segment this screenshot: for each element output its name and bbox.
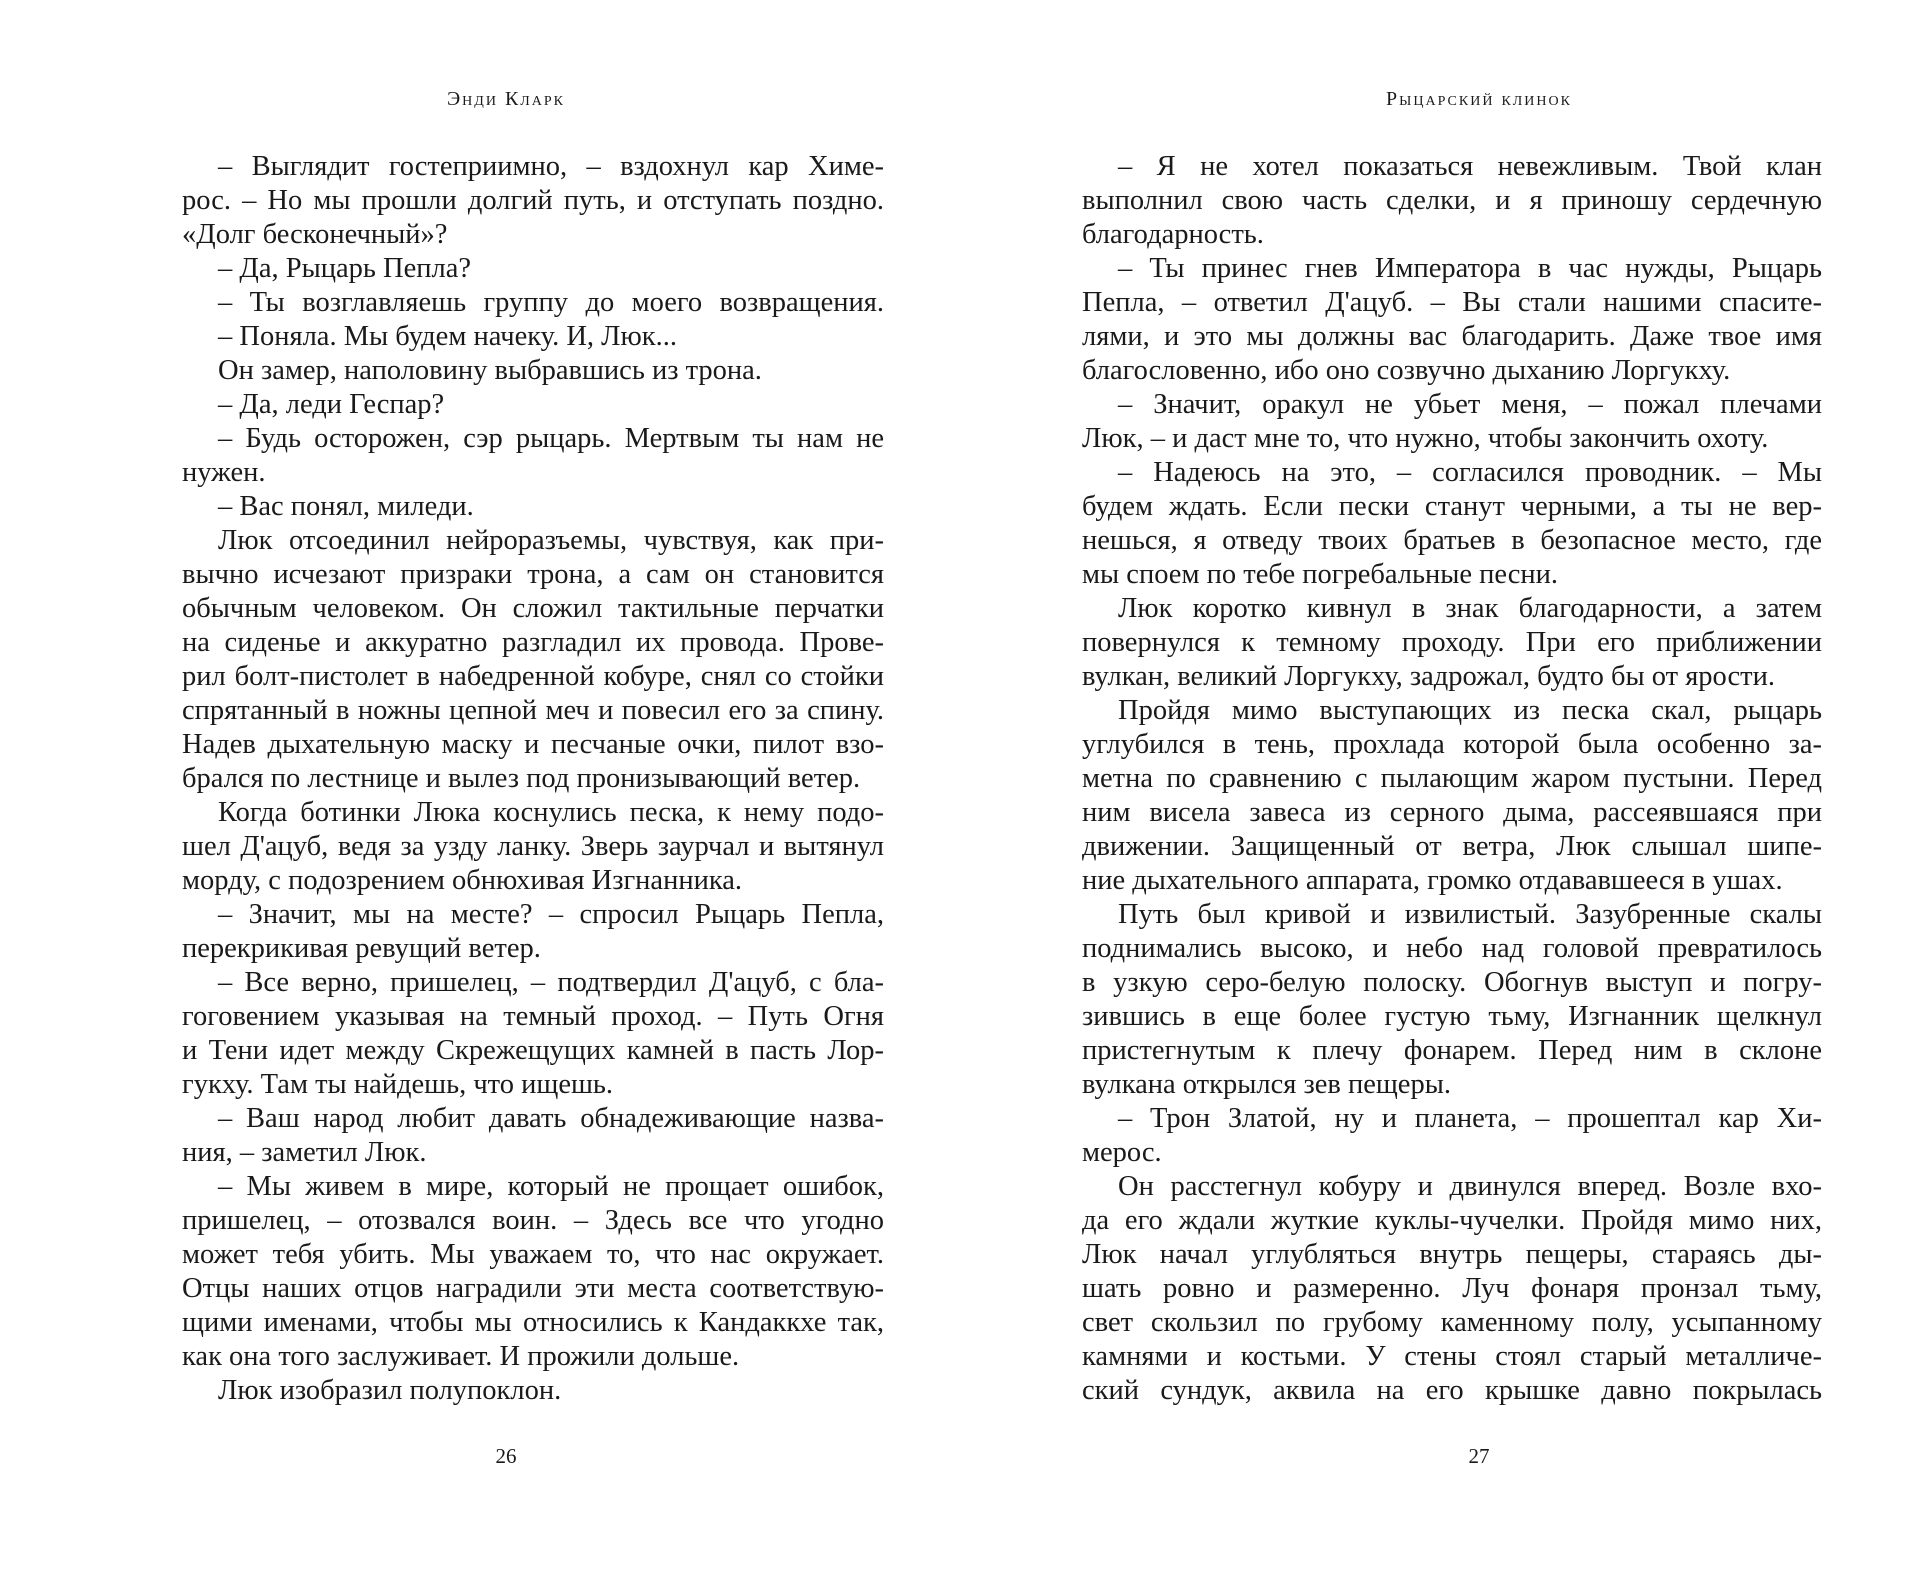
text-line: Когда ботинки Люка коснулись песка, к нему подо- — [218, 797, 884, 828]
text-line: брался по лестнице и вылез под пронизывающий ветер. — [182, 763, 861, 794]
text-line: ния, – заметил Люк. — [182, 1137, 427, 1168]
page-number-right: 27 — [1468, 1444, 1490, 1468]
text-line: нешься, я отведу твоих братьев в безопасное место, где — [1082, 525, 1822, 556]
text-line: мы споем по тебе погребальные песни. — [1082, 559, 1559, 590]
text-line: благословенно, ибо оно созвучно дыханию Лоргукху. — [1082, 355, 1731, 386]
text-line: – Мы живем в мире, который не прощает ошибок, — [218, 1171, 884, 1202]
text-line: – Значит, оракул не убьет меня, – пожал плечами — [1118, 389, 1822, 420]
text-line: Путь был кривой и извилистый. Зазубренные скалы — [1118, 899, 1822, 930]
text-line: пристегнутым к плечу фонарем. Перед ним в склоне — [1082, 1035, 1822, 1066]
text-line: повернулся к темному проходу. При его приближении — [1082, 627, 1822, 658]
text-line: – Да, леди Геспар? — [218, 389, 445, 420]
text-line: – Надеюсь на это, – согласился проводник. – Мы — [1118, 457, 1822, 488]
text-line: благодарность. — [1082, 219, 1264, 250]
running-head-author: Энди Кларк — [446, 88, 566, 110]
text-line: – Трон Златой, ну и планета, – прошептал кар Хи- — [1118, 1103, 1822, 1134]
text-line: шел Д'ацуб, ведя за узду ланку. Зверь заурчал и вытянул — [182, 831, 884, 862]
text-line: будем ждать. Если пески станут черными, а ты не вер- — [1082, 491, 1822, 522]
text-line: Пройдя мимо выступающих из песка скал, рыцарь — [1118, 695, 1822, 726]
text-line: – Я не хотел показаться невежливым. Твой клан — [1118, 151, 1822, 182]
text-line: щими именами, чтобы мы относились к Кандаккхе так, — [182, 1307, 884, 1338]
text-line: в узкую серо-белую полоску. Обогнув выступ и погру- — [1082, 967, 1822, 998]
text-line: Люк отсоединил нейроразъемы, чувствуя, как при- — [218, 525, 884, 556]
text-line: Он замер, наполовину выбравшись из трона. — [218, 355, 762, 386]
text-line: – Да, Рыцарь Пепла? — [218, 253, 471, 284]
text-line: – Вас понял, миледи. — [218, 491, 474, 522]
text-line: – Ты возглавляешь группу до моего возвращения. — [218, 287, 884, 318]
left-page-text — [182, 150, 884, 1408]
right-page-text — [1082, 150, 1822, 1408]
running-head-title: Рыцарский клинок — [1386, 88, 1572, 110]
text-line: шать ровно и размеренно. Луч фонаря пронзал тьму, — [1082, 1273, 1822, 1304]
text-line: – Ты принес гнев Императора в час нужды, Рыцарь — [1118, 253, 1822, 284]
text-line: пришелец, – отозвался воин. – Здесь все что угодно — [182, 1205, 884, 1236]
page-number-left: 26 — [495, 1444, 517, 1468]
text-line: гоговением указывая на темный проход. – Путь Огня — [182, 1001, 884, 1032]
text-line: ский сундук, аквила на его крышке давно покрылась — [1082, 1375, 1822, 1406]
text-line: «Долг бесконечный»? — [182, 219, 448, 250]
text-line: свет скользил по грубому каменному полу, усыпанному — [1082, 1307, 1822, 1338]
text-line: – Будь осторожен, сэр рыцарь. Мертвым ты нам не — [218, 423, 884, 454]
text-line: на сиденье и аккуратно разгладил их провода. Прове- — [182, 627, 884, 658]
text-line: нужен. — [182, 457, 266, 488]
text-line: вычно исчезают призраки трона, а сам он становится — [182, 559, 884, 590]
text-line: как она того заслуживает. И прожили дольше. — [182, 1341, 740, 1372]
text-line: гукху. Там ты найдешь, что ищешь. — [182, 1069, 614, 1100]
text-line: – Значит, мы на месте? – спросил Рыцарь Пепла, — [218, 899, 884, 930]
text-line: – Выглядит гостеприимно, – вздохнул кар Химе- — [218, 151, 884, 182]
text-line: углубился в тень, прохлада которой была особенно за- — [1082, 729, 1822, 760]
text-line: поднимались высоко, и небо над головой превратилось — [1082, 933, 1822, 964]
text-line: Он расстегнул кобуру и двинулся вперед. Возле вхо- — [1118, 1171, 1822, 1202]
text-line: Отцы наших отцов наградили эти места соответствую- — [182, 1273, 884, 1304]
text-line: и Тени идет между Скрежещущих камней в пасть Лор- — [182, 1035, 884, 1066]
text-line: может тебя убить. Мы уважаем то, что нас окружает. — [182, 1239, 884, 1270]
text-line: Надев дыхательную маску и песчаные очки, пилот взо- — [182, 729, 884, 760]
text-line: обычным человеком. Он сложил тактильные перчатки — [182, 593, 884, 624]
text-line: камнями и костьми. У стены стоял старый металличе- — [1082, 1341, 1822, 1372]
text-line: рос. – Но мы прошли долгий путь, и отступать поздно. — [182, 185, 884, 216]
text-line: – Ваш народ любит давать обнадеживающие назва- — [218, 1103, 884, 1134]
text-line: Люк, – и даст мне то, что нужно, чтобы закончить охоту. — [1082, 423, 1769, 454]
text-line: – Все верно, пришелец, – подтвердил Д'ацуб, с бла- — [218, 967, 884, 998]
text-line: – Поняла. Мы будем начеку. И, Люк... — [218, 321, 677, 352]
text-line: ние дыхательного аппарата, громко отдававшееся в ушах. — [1082, 865, 1783, 896]
text-line: движении. Защищенный от ветра, Люк слышал шипе- — [1082, 831, 1822, 862]
text-line: вулкан, великий Лоргукху, задрожал, будто бы от ярости. — [1082, 661, 1775, 692]
text-line: Пепла, – ответил Д'ацуб. – Вы стали нашими спасите- — [1082, 287, 1822, 318]
text-line: лями, и это мы должны вас благодарить. Даже твое имя — [1082, 321, 1822, 352]
text-line: ним висела завеса из серного дыма, рассеявшаяся при — [1082, 797, 1822, 828]
right-page — [966, 0, 1932, 1574]
text-line: зившись в еще более густую тьму, Изгнанник щелкнул — [1082, 1001, 1822, 1032]
text-line: спрятанный в ножны цепной меч и повесил его за спину. — [182, 695, 884, 726]
text-line: Люк коротко кивнул в знак благодарности, а затем — [1118, 593, 1822, 624]
text-line: Люк начал углубляться внутрь пещеры, стараясь ды- — [1082, 1239, 1822, 1270]
text-line: да его ждали жуткие куклы-чучелки. Пройдя мимо них, — [1082, 1205, 1822, 1236]
text-line: Люк изобразил полупоклон. — [218, 1375, 562, 1406]
text-line: рил болт-пистолет в набедренной кобуре, снял со стойки — [182, 661, 884, 692]
text-line: морду, с подозрением обнюхивая Изгнанника. — [182, 865, 743, 896]
text-line: метна по сравнению с пылающим жаром пустыни. Перед — [1082, 763, 1822, 794]
text-line: выполнил свою часть сделки, и я приношу сердечную — [1082, 185, 1822, 216]
text-line: перекрикивая ревущий ветер. — [182, 933, 541, 964]
text-line: вулкана открылся зев пещеры. — [1082, 1069, 1451, 1100]
text-line: мерос. — [1082, 1137, 1162, 1168]
